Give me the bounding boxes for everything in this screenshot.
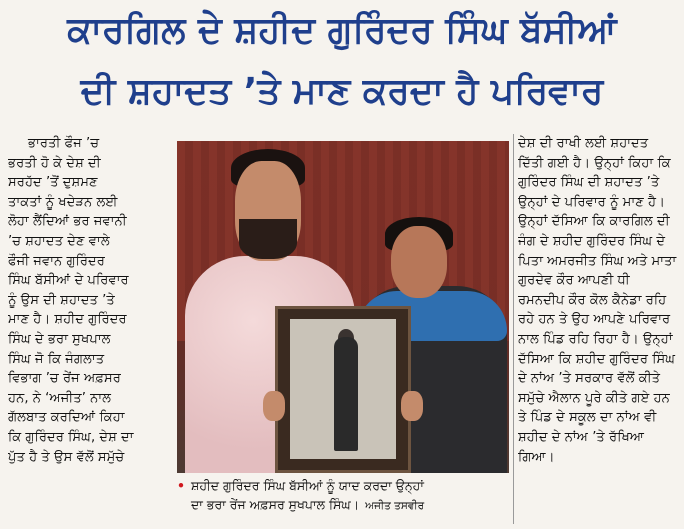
article-line: ਉਨ੍ਹਾਂ ਦੱਸਿਆ ਕਿ ਕਾਰਗਿਲ ਦੀ (518, 214, 670, 230)
article-line: ਹਨ, ਨੇ ‘ਅਜੀਤ’ ਨਾਲ (8, 390, 112, 406)
article-line: ’ਚ ਸ਼ਹਾਦਤ ਦੇਣ ਵਾਲੇ (8, 233, 110, 249)
article-line: ਸਰਹੱਦ ’ਤੋਂ ਦੁਸ਼ਮਣ (8, 175, 98, 191)
article-line: ਗਿਆ। (518, 449, 555, 465)
article-line: ਗੁਰਦੇਵ ਕੌਰ ਆਪਣੀ ਧੀ (518, 273, 630, 289)
article-line: ਸਮੁੱਚੇ ਐਲਾਨ ਪੂਰੇ ਕੀਤੇ ਗਏ ਹਨ (518, 390, 670, 406)
photo-man-beard (239, 219, 297, 259)
article-line: ਫੌਜੀ ਜਵਾਨ ਗੁਰਿੰਦਰ (8, 253, 105, 269)
article-right-column (518, 134, 678, 467)
caption-line-2 (177, 495, 513, 516)
article-line: ਸ਼ਹੀਦ ਦੇ ਨਾਂਅ ’ਤੇ ਰੱਖਿਆ (518, 429, 645, 445)
news-photo (177, 141, 509, 473)
column-divider (513, 134, 514, 524)
photo-caption (177, 476, 513, 516)
article-line: ਮਾਣ ਹੈ। ਸ਼ਹੀਦ ਗੁਰਿੰਦਰ (8, 312, 127, 328)
article-line: ਸਿੰਘ ਜੋ ਕਿ ਜੰਗਲਾਤ (8, 351, 105, 367)
photo-portrait-print (290, 319, 396, 459)
article-line: ਦਿੱਤੀ ਗਈ ਹੈ। ਉਨ੍ਹਾਂ ਕਿਹਾ ਕਿ (518, 155, 671, 171)
headline-line-2: ਦੀ ਸ਼ਹਾਦਤ ’ਤੇ ਮਾਣ ਕਰਦਾ ਹੈ ਪਰਿਵਾਰ (80, 71, 604, 112)
article-line: ਦੇ ਨਾਂਅ ’ਤੇ ਸਰਕਾਰ ਵੱਲੋਂ ਕੀਤੇ (518, 371, 661, 387)
article-line: ਲੋਹਾ ਲੈਂਦਿਆਂ ਭਰ ਜਵਾਨੀ (8, 214, 127, 230)
photo-hand-left (263, 391, 285, 421)
article-line: ਉਨ੍ਹਾਂ ਦੇ ਪਰਿਵਾਰ ਨੂੰ ਮਾਣ ਹੈ। (518, 194, 666, 210)
photo-soldier-figure (334, 337, 358, 451)
caption-bullet-icon: • (177, 478, 185, 493)
article-line: ਵਿਭਾਗ ’ਚ ਰੇਂਜ ਅਫ਼ਸਰ (8, 371, 121, 387)
article-left-column (8, 134, 172, 467)
article-line: ਗੁਰਿੰਦਰ ਸਿੰਘ ਦੀ ਸ਼ਹਾਦਤ ’ਤੇ (518, 175, 660, 191)
caption-line-1 (177, 476, 513, 495)
article-line: ਦੇਸ਼ ਦੀ ਰਾਖੀ ਲਈ ਸ਼ਹਾਦਤ (518, 136, 649, 151)
article-line: ਭਾਰਤੀ ਫੌਜ ’ਚ (28, 136, 100, 151)
article-line: ਨਾਲ ਪਿੰਡ ਰਹਿ ਰਿਹਾ ਹੈ। ਉਨ੍ਹਾਂ (518, 331, 673, 347)
caption-text-1: ਸ਼ਹੀਦ ਗੁਰਿੰਦਰ ਸਿੰਘ ਬੱਸੀਆਂ ਨੂੰ ਯਾਦ ਕਰਦਾ ਉਨ੍ਹਾਂ (191, 478, 424, 493)
article-line: ਸਿੰਘ ਬੱਸੀਆਂ ਦੇ ਪਰਿਵਾਰ (8, 273, 129, 289)
caption-text-2: ਦਾ ਭਰਾ ਰੇਂਜ ਅਫ਼ਸਰ ਸੁਖਪਾਲ ਸਿੰਘ। (191, 497, 360, 512)
article-line: ਕਿ ਗੁਰਿੰਦਰ ਸਿੰਘ, ਦੇਸ਼ ਦਾ (8, 429, 134, 445)
article-line: ਭਰਤੀ ਹੋ ਕੇ ਦੇਸ਼ ਦੀ (8, 155, 101, 171)
article-line: ਪੁੱਤ ਹੈ ਤੇ ਉਸ ਵੱਲੋਂ ਸਮੁੱਚੇ (8, 449, 125, 465)
article-line: ਰਹੇ ਹਨ ਤੇ ਉਹ ਆਪਣੇ ਪਰਿਵਾਰ (518, 312, 671, 328)
article-line: ਦੱਸਿਆ ਕਿ ਸ਼ਹੀਦ ਗੁਰਿੰਦਰ ਸਿੰਘ (518, 351, 676, 367)
photo-woman-face (391, 226, 447, 298)
article-line: ਗੱਲਬਾਤ ਕਰਦਿਆਂ ਕਿਹਾ (8, 410, 125, 426)
article-line: ਰਮਨਦੀਪ ਕੌਰ ਕੋਲ ਕੈਨੇਡਾ ਰਹਿ (518, 292, 667, 308)
headline-line-1: ਕਾਰਗਿਲ ਦੇ ਸ਼ਹੀਦ ਗੁਰਿੰਦਰ ਸਿੰਘ ਬੱਸੀਆਂ (67, 10, 617, 51)
article-line: ਤਾਕਤਾਂ ਨੂੰ ਖਦੇੜਨ ਲਈ (8, 194, 118, 210)
photo-portrait-frame (275, 306, 411, 473)
article-line: ਜੰਗ ਦੇ ਸ਼ਹੀਦ ਗੁਰਿੰਦਰ ਸਿੰਘ ਦੇ (518, 233, 666, 249)
article-line: ਪਿਤਾ ਅਮਰਜੀਤ ਸਿੰਘ ਅਤੇ ਮਾਤਾ (518, 253, 677, 269)
photo-credit: ਅਜੀਤ ਤਸਵੀਰ (365, 500, 425, 512)
article-line: ਸਿੰਘ ਦੇ ਭਰਾ ਸੁਖਪਾਲ (8, 331, 111, 347)
photo-hand-right (401, 391, 423, 421)
article-line: ਨੂੰ ਉਸ ਦੀ ਸ਼ਹਾਦਤ ’ਤੇ (8, 292, 115, 308)
article-line: ਤੇ ਪਿੰਡ ਦੇ ਸਕੂਲ ਦਾ ਨਾਂਅ ਵੀ (518, 410, 657, 426)
